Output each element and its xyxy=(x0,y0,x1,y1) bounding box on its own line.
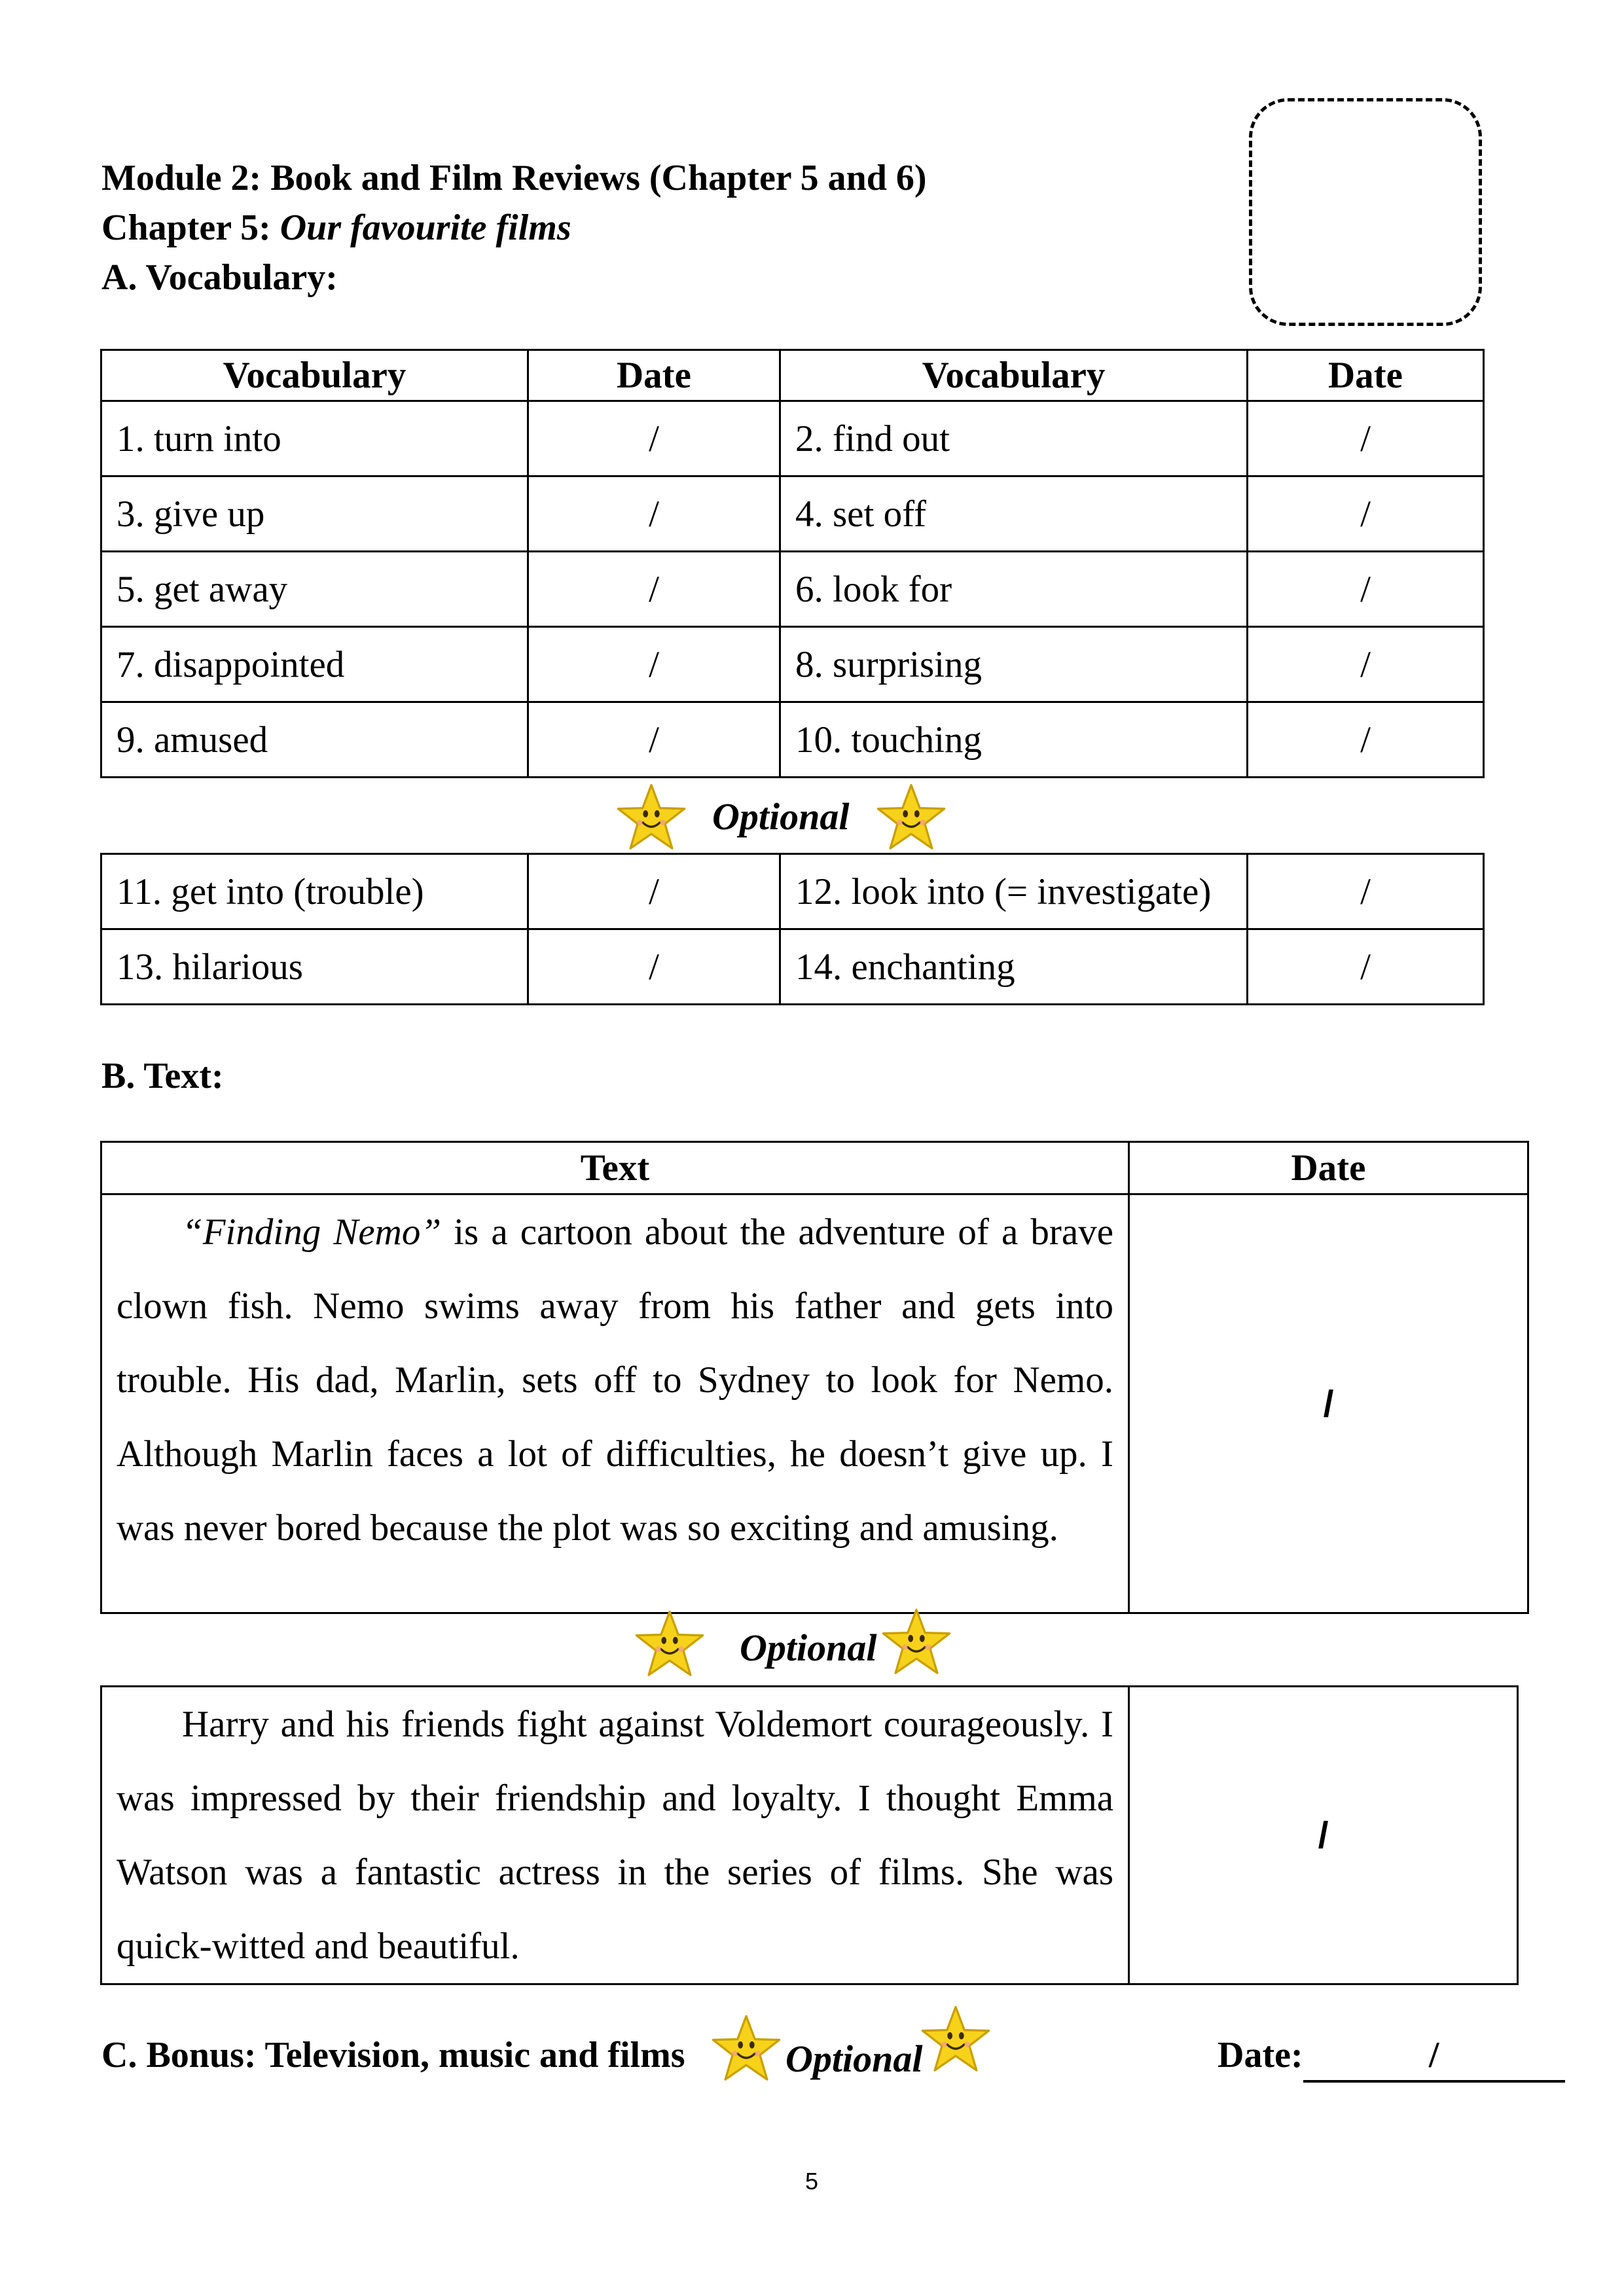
vocab-item: 4. set off xyxy=(780,476,1248,552)
vocab-item: 5. get away xyxy=(101,552,528,627)
date-cell: / xyxy=(528,552,780,627)
col-date: Date xyxy=(1129,1142,1528,1194)
date-field xyxy=(1218,2030,1565,2083)
reading-text-body: is a cartoon about the adventure of a brave clown fish. Nemo swims away from his father and gets into trouble. His dad, Marlin, sets off to Sydney to look for Nemo. Although Marlin faces a lot of difficulties, he doesn’t give up. I was never bored because the plot was so exciting and amusing. xyxy=(117,1211,1113,1549)
date-cell: / xyxy=(528,627,780,702)
date-cell: / xyxy=(528,401,780,476)
optional-reading-text xyxy=(101,1687,1129,1984)
vocab-item: 6. look for xyxy=(780,552,1248,627)
date-cell: / xyxy=(1129,1194,1528,1613)
chapter-prefix: Chapter 5: xyxy=(101,207,280,248)
star-icon xyxy=(920,2004,992,2076)
optional-text-table xyxy=(100,1685,1519,1985)
vocab-item: 7. disappointed xyxy=(101,627,528,702)
table-row xyxy=(101,401,1484,476)
star-icon xyxy=(615,782,687,854)
date-cell: / xyxy=(1248,702,1484,778)
star-icon xyxy=(710,2013,782,2085)
vocab-item: 3. give up xyxy=(101,476,528,552)
vocab-item: 14. enchanting xyxy=(780,929,1248,1005)
vocab-item: 13. hilarious xyxy=(101,929,528,1005)
date-cell: / xyxy=(528,854,780,929)
date-cell: / xyxy=(1248,401,1484,476)
date-blank: / xyxy=(1303,2030,1565,2083)
section-a-heading: A. Vocabulary: xyxy=(101,257,338,298)
date-cell: / xyxy=(1248,929,1484,1005)
date-cell: / xyxy=(528,702,780,778)
vocabulary-table xyxy=(100,349,1485,778)
table-row xyxy=(101,929,1484,1005)
chapter-title xyxy=(101,203,571,253)
table-row xyxy=(101,702,1484,778)
vocab-item: 12. look into (= investigate) xyxy=(780,854,1248,929)
optional-reading-text-body: Harry and his friends fight against Voldemort courageously. I was impressed by their friendship and loyalty. I thought Emma Watson was a fantastic actress in the series of films. She was quick-witted and beautiful. xyxy=(117,1704,1113,1967)
table-row xyxy=(101,552,1484,627)
date-cell: / xyxy=(528,476,780,552)
vocab-item: 8. surprising xyxy=(780,627,1248,702)
table-row xyxy=(101,854,1484,929)
vocab-item: 9. amused xyxy=(101,702,528,778)
star-icon xyxy=(880,1607,952,1679)
date-cell: / xyxy=(1248,627,1484,702)
reading-text xyxy=(101,1194,1129,1613)
vocab-item: 1. turn into xyxy=(101,401,528,476)
section-c-heading: C. Bonus: Television, music and films xyxy=(101,2035,685,2075)
date-cell: / xyxy=(1248,854,1484,929)
date-cell: / xyxy=(1248,476,1484,552)
optional-label: Optional xyxy=(740,1626,877,1669)
table-row xyxy=(101,1194,1528,1613)
page-number: 5 xyxy=(805,2168,819,2195)
date-label: Date: xyxy=(1218,2035,1303,2075)
star-icon xyxy=(875,782,947,854)
col-vocabulary: Vocabulary xyxy=(101,350,528,401)
col-vocabulary: Vocabulary xyxy=(780,350,1248,401)
date-cell: / xyxy=(1248,552,1484,627)
col-date: Date xyxy=(528,350,780,401)
optional-label: Optional xyxy=(785,2037,923,2080)
table-header-row xyxy=(101,1142,1528,1194)
vocab-item: 2. find out xyxy=(780,401,1248,476)
section-b-heading: B. Text: xyxy=(101,1056,224,1096)
table-header-row xyxy=(101,350,1484,401)
stamp-box xyxy=(1249,98,1482,326)
table-row xyxy=(101,476,1484,552)
date-cell: / xyxy=(528,929,780,1005)
vocab-item: 10. touching xyxy=(780,702,1248,778)
col-date: Date xyxy=(1248,350,1484,401)
vocab-item: 11. get into (trouble) xyxy=(101,854,528,929)
text-table xyxy=(100,1141,1529,1614)
chapter-name: Our favourite films xyxy=(280,207,571,248)
module-title: Module 2: Book and Film Reviews (Chapter 5 and 6) xyxy=(101,158,927,198)
col-text: Text xyxy=(101,1142,1129,1194)
star-icon xyxy=(634,1609,706,1681)
film-title: “Finding Nemo” xyxy=(182,1211,442,1253)
table-row xyxy=(101,627,1484,702)
optional-label: Optional xyxy=(712,795,850,838)
table-row xyxy=(101,1687,1518,1984)
optional-vocabulary-table xyxy=(100,853,1485,1005)
date-cell: / xyxy=(1129,1687,1518,1984)
